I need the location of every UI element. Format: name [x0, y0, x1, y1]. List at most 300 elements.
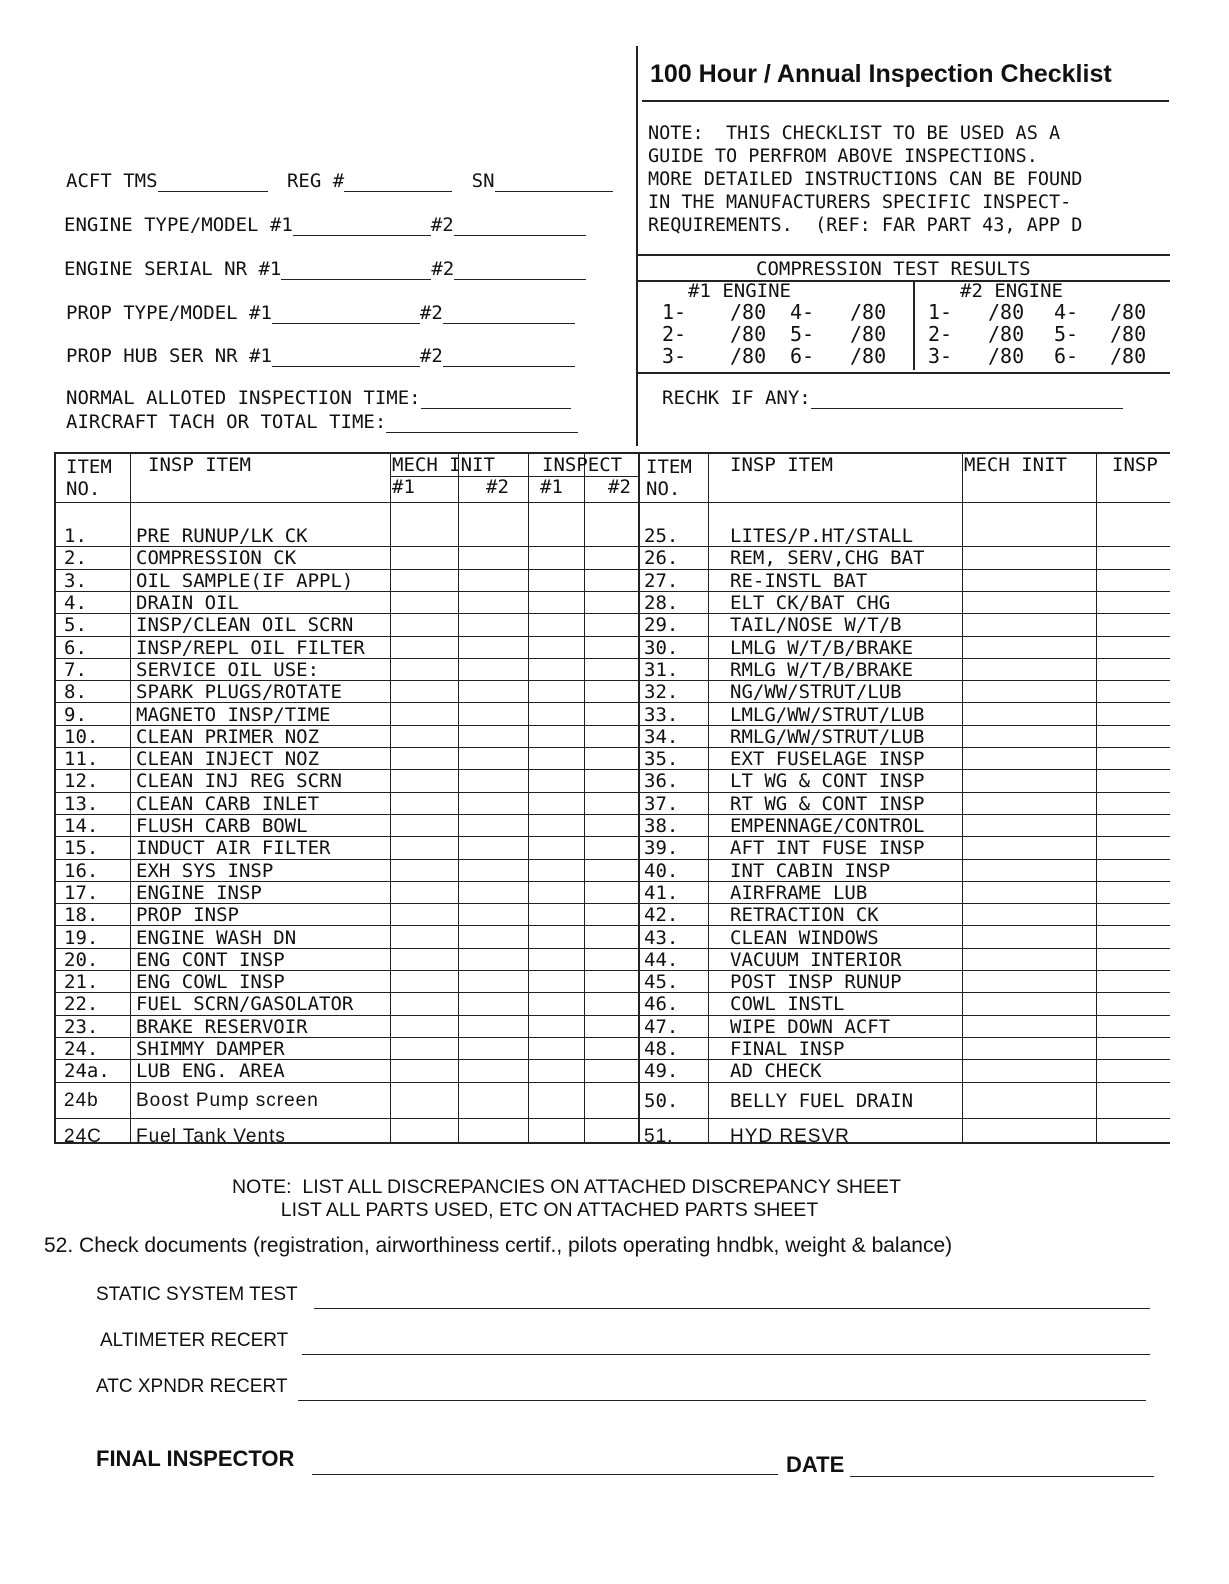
initial-cell[interactable] — [962, 859, 1096, 881]
item-number: 2. — [64, 547, 87, 570]
initial-cell[interactable] — [1096, 992, 1170, 1014]
initial-cell[interactable] — [390, 658, 458, 680]
item-label: LMLG W/T/B/BRAKE — [730, 636, 914, 659]
initial-cell[interactable] — [390, 636, 458, 658]
initial-cell[interactable] — [584, 1118, 638, 1154]
initial-cell[interactable] — [528, 992, 584, 1014]
item-number: 14. — [64, 815, 99, 838]
initial-cell[interactable] — [1096, 591, 1170, 613]
item-number: 5. — [64, 614, 87, 637]
inspect-1-header: #1 — [540, 476, 563, 498]
initial-cell[interactable] — [962, 613, 1096, 635]
initial-cell[interactable] — [528, 636, 584, 658]
initial-cell[interactable] — [962, 1118, 1096, 1154]
engine1-label: #1 ENGINE — [688, 280, 791, 302]
initial-cell[interactable] — [962, 591, 1096, 613]
initial-cell[interactable] — [528, 546, 584, 568]
initial-cell[interactable] — [1096, 970, 1170, 992]
initial-cell[interactable] — [458, 747, 528, 769]
sn-field[interactable] — [495, 173, 613, 192]
initial-cell[interactable] — [528, 881, 584, 903]
initial-cell[interactable] — [962, 792, 1096, 814]
prop-hub-2-field[interactable] — [443, 348, 575, 367]
item-number: 32. — [644, 681, 679, 704]
initial-cell[interactable] — [584, 546, 638, 568]
item-label: ELT CK/BAT CHG — [730, 592, 891, 615]
item-number: 49. — [644, 1060, 679, 1083]
item-number: 25. — [644, 525, 679, 548]
initial-cell[interactable] — [390, 881, 458, 903]
item-number: 48. — [644, 1038, 679, 1061]
engine-serial-1-field[interactable] — [281, 261, 431, 280]
item-number: 8. — [64, 681, 87, 704]
initial-cell[interactable] — [962, 948, 1096, 970]
initial-cell[interactable] — [458, 836, 528, 858]
initial-cell[interactable] — [458, 814, 528, 836]
initial-cell[interactable] — [458, 569, 528, 591]
initial-cell[interactable] — [962, 680, 1096, 702]
engine-type-label: ENGINE TYPE/MODEL #1 — [64, 214, 293, 236]
item-label: CLEAN PRIMER NOZ — [136, 725, 320, 748]
item-label: EMPENNAGE/CONTROL — [730, 815, 925, 838]
date-label: DATE — [786, 1452, 845, 1477]
acft-tms-field[interactable] — [158, 173, 268, 192]
item-number: 11. — [64, 748, 99, 771]
initial-cell[interactable] — [1096, 881, 1170, 903]
initial-cell[interactable] — [390, 725, 458, 747]
normal-time-field[interactable] — [421, 390, 571, 409]
initial-cell[interactable] — [528, 859, 584, 881]
num2-label: #2 — [431, 258, 455, 280]
item-label: FINAL INSP — [730, 1038, 845, 1061]
initial-cell[interactable] — [390, 769, 458, 791]
initial-cell[interactable] — [528, 747, 584, 769]
initial-cell[interactable] — [962, 814, 1096, 836]
initial-cell[interactable] — [458, 859, 528, 881]
item-number: 42. — [644, 904, 679, 927]
item-number: 31. — [644, 658, 679, 681]
initial-cell[interactable] — [458, 524, 528, 546]
altimeter-field[interactable] — [302, 1354, 1150, 1355]
initial-cell[interactable] — [1096, 1059, 1170, 1081]
initial-cell[interactable] — [1096, 903, 1170, 925]
initial-cell[interactable] — [528, 658, 584, 680]
item-label: BELLY FUEL DRAIN — [730, 1089, 914, 1112]
no-header: NO. — [66, 478, 101, 500]
rechk-field[interactable] — [811, 390, 1123, 409]
initial-cell[interactable] — [962, 769, 1096, 791]
mech-init-2-header: #2 — [486, 476, 509, 498]
item-label: INSP/REPL OIL FILTER — [136, 636, 365, 659]
initial-cell[interactable] — [584, 591, 638, 613]
initial-cell[interactable] — [458, 1015, 528, 1037]
initial-cell[interactable] — [390, 702, 458, 724]
initial-cell[interactable] — [528, 725, 584, 747]
item-number: 6. — [64, 636, 87, 659]
initial-cell[interactable] — [1096, 948, 1170, 970]
engine2-label: #2 ENGINE — [960, 280, 1063, 302]
initial-cell[interactable] — [584, 814, 638, 836]
initial-cell[interactable] — [962, 658, 1096, 680]
prop-hub-1-field[interactable] — [272, 348, 420, 367]
initial-cell[interactable] — [584, 747, 638, 769]
initial-cell[interactable] — [1096, 1118, 1170, 1154]
initial-cell[interactable] — [458, 881, 528, 903]
sn-label: SN — [471, 170, 495, 192]
initial-cell[interactable] — [962, 1059, 1096, 1081]
initial-cell[interactable] — [528, 1059, 584, 1081]
initial-cell[interactable] — [390, 925, 458, 947]
tach-time-label: AIRCRAFT TACH OR TOTAL TIME: — [66, 411, 387, 433]
initial-cell[interactable] — [962, 1015, 1096, 1037]
initial-cell[interactable] — [390, 903, 458, 925]
item-label: INDUCT AIR FILTER — [136, 837, 331, 860]
item-label: FLUSH CARB BOWL — [136, 815, 308, 838]
header-divider — [636, 502, 1170, 503]
compression-cell: /80 — [850, 300, 887, 324]
initial-cell[interactable] — [584, 992, 638, 1014]
initial-cell[interactable] — [458, 680, 528, 702]
initial-cell[interactable] — [458, 1082, 528, 1118]
initial-cell[interactable] — [1096, 769, 1170, 791]
item-number: 18. — [64, 904, 99, 927]
final-inspector-field[interactable] — [312, 1474, 778, 1475]
item-label: POST INSP RUNUP — [730, 971, 902, 994]
initial-cell[interactable] — [390, 970, 458, 992]
initial-cell[interactable] — [458, 1118, 528, 1154]
initial-cell[interactable] — [584, 680, 638, 702]
item-header: ITEM — [66, 456, 112, 478]
initial-cell[interactable] — [528, 591, 584, 613]
initial-cell[interactable] — [390, 591, 458, 613]
initial-cell[interactable] — [390, 747, 458, 769]
initial-cell[interactable] — [528, 1037, 584, 1059]
initial-cell[interactable] — [528, 524, 584, 546]
initial-cell[interactable] — [1096, 747, 1170, 769]
item-number: 39. — [644, 837, 679, 860]
compression-cell: /80 — [730, 322, 767, 346]
initial-cell[interactable] — [584, 1037, 638, 1059]
item-number: 30. — [644, 636, 679, 659]
initial-cell[interactable] — [1096, 702, 1170, 724]
initial-cell[interactable] — [528, 1015, 584, 1037]
initial-cell[interactable] — [458, 925, 528, 947]
initial-cell[interactable] — [584, 948, 638, 970]
item-number: 51. — [644, 1125, 674, 1147]
initial-cell[interactable] — [1096, 836, 1170, 858]
initial-cell[interactable] — [584, 725, 638, 747]
divider — [913, 282, 915, 370]
reg-field[interactable] — [344, 173, 452, 192]
initial-cell[interactable] — [1096, 546, 1170, 568]
initial-cell[interactable] — [962, 725, 1096, 747]
item-number: 34. — [644, 725, 679, 748]
item-label: CLEAN WINDOWS — [730, 926, 879, 949]
initial-cell[interactable] — [390, 992, 458, 1014]
item-number: 7. — [64, 658, 87, 681]
item-label: LITES/P.HT/STALL — [730, 525, 914, 548]
item-label: SHIMMY DAMPER — [136, 1038, 285, 1061]
initial-cell[interactable] — [458, 658, 528, 680]
prop-hub-label: PROP HUB SER NR #1 — [66, 345, 272, 367]
initial-cell[interactable] — [528, 903, 584, 925]
initial-cell[interactable] — [390, 524, 458, 546]
mech-init-1-header: #1 — [392, 476, 415, 498]
item-number: 29. — [644, 614, 679, 637]
initial-cell[interactable] — [1096, 859, 1170, 881]
initial-cell[interactable] — [584, 702, 638, 724]
initial-cell[interactable] — [1096, 814, 1170, 836]
final-inspector-label: FINAL INSPECTOR — [96, 1446, 295, 1471]
initial-cell[interactable] — [584, 925, 638, 947]
initial-cell[interactable] — [390, 836, 458, 858]
initial-cell[interactable] — [458, 636, 528, 658]
initial-cell[interactable] — [1096, 613, 1170, 635]
initial-cell[interactable] — [528, 613, 584, 635]
initial-cell[interactable] — [458, 1037, 528, 1059]
item-number: 43. — [644, 926, 679, 949]
initial-cell[interactable] — [458, 725, 528, 747]
initial-cell[interactable] — [528, 792, 584, 814]
item-number: 33. — [644, 703, 679, 726]
static-test-label: STATIC SYSTEM TEST — [96, 1284, 298, 1305]
initial-cell[interactable] — [390, 680, 458, 702]
initial-cell[interactable] — [390, 792, 458, 814]
item-number: 20. — [64, 948, 99, 971]
initial-cell[interactable] — [390, 814, 458, 836]
initial-cell[interactable] — [584, 1082, 638, 1118]
header-divider — [390, 476, 638, 477]
engine-type-2-field[interactable] — [454, 217, 586, 236]
initial-cell[interactable] — [458, 769, 528, 791]
item-label: SPARK PLUGS/ROTATE — [136, 681, 342, 704]
divider — [642, 100, 1169, 102]
initial-cell[interactable] — [584, 769, 638, 791]
tach-time-field[interactable] — [386, 414, 578, 433]
engine-serial-line — [64, 258, 586, 280]
initial-cell[interactable] — [390, 546, 458, 568]
initial-cell[interactable] — [390, 1015, 458, 1037]
initial-cell[interactable] — [962, 524, 1096, 546]
mech-init-header: MECH INIT — [964, 454, 1067, 476]
initial-cell[interactable] — [458, 702, 528, 724]
initial-cell[interactable] — [584, 658, 638, 680]
item-number: 50. — [644, 1089, 679, 1112]
initial-cell[interactable] — [584, 636, 638, 658]
initial-cell[interactable] — [962, 747, 1096, 769]
initial-cell[interactable] — [528, 1118, 584, 1154]
initial-cell[interactable] — [1096, 1015, 1170, 1037]
compression-cell: 4- — [1054, 300, 1079, 324]
divider — [636, 46, 638, 446]
initial-cell[interactable] — [962, 1037, 1096, 1059]
compression-cell: 3- — [662, 344, 687, 368]
reg-label: REG # — [286, 170, 345, 192]
initial-cell[interactable] — [458, 546, 528, 568]
item-label: WIPE DOWN ACFT — [730, 1015, 891, 1038]
initial-cell[interactable] — [390, 1059, 458, 1081]
initial-cell[interactable] — [962, 569, 1096, 591]
initial-cell[interactable] — [390, 1037, 458, 1059]
item-label: COMPRESSION CK — [136, 547, 297, 570]
item-label: Fuel Tank Vents — [136, 1125, 286, 1147]
initial-cell[interactable] — [528, 814, 584, 836]
item-label: INT CABIN INSP — [730, 859, 891, 882]
compression-test-box — [638, 254, 1170, 374]
initial-cell[interactable] — [1096, 725, 1170, 747]
compression-cell: /80 — [988, 322, 1025, 346]
initial-cell[interactable] — [458, 970, 528, 992]
item-label: NG/WW/STRUT/LUB — [730, 681, 902, 704]
item-number: 17. — [64, 881, 99, 904]
prop-type-2-field[interactable] — [443, 305, 575, 324]
initial-cell[interactable] — [390, 948, 458, 970]
altimeter-label: ALTIMETER RECERT — [100, 1330, 289, 1351]
initial-cell[interactable] — [528, 680, 584, 702]
initial-cell[interactable] — [1096, 792, 1170, 814]
item-number: 16. — [64, 859, 99, 882]
prop-type-label: PROP TYPE/MODEL #1 — [66, 302, 272, 324]
tach-time-line — [66, 411, 578, 433]
footer-note: NOTE: LIST ALL DISCREPANCIES ON ATTACHED DISCREPANCY SHEET LIST ALL PARTS USED, ETC ON ATTACHED PARTS SHEET — [232, 1176, 901, 1221]
item-label: VACUUM INTERIOR — [730, 948, 902, 971]
initial-cell[interactable] — [528, 569, 584, 591]
initial-cell[interactable] — [1096, 524, 1170, 546]
compression-cell: /80 — [730, 344, 767, 368]
initial-cell[interactable] — [390, 569, 458, 591]
initial-cell[interactable] — [528, 1082, 584, 1118]
item-label: ENG COWL INSP — [136, 971, 285, 994]
initial-cell[interactable] — [962, 1082, 1096, 1118]
initial-cell[interactable] — [962, 702, 1096, 724]
item-number: 37. — [644, 792, 679, 815]
initial-cell[interactable] — [1096, 925, 1170, 947]
item-label: RETRACTION CK — [730, 904, 879, 927]
initial-cell[interactable] — [584, 792, 638, 814]
compression-cell: /80 — [850, 344, 887, 368]
item-label: MAGNETO INSP/TIME — [136, 703, 331, 726]
compression-cell: 4- — [790, 300, 815, 324]
prop-type-1-field[interactable] — [272, 305, 420, 324]
initial-cell[interactable] — [584, 903, 638, 925]
initial-cell[interactable] — [1096, 636, 1170, 658]
initial-cell[interactable] — [458, 792, 528, 814]
initial-cell[interactable] — [458, 613, 528, 635]
initial-cell[interactable] — [458, 948, 528, 970]
insp-item-header: INSP ITEM — [148, 454, 251, 476]
initial-cell[interactable] — [962, 903, 1096, 925]
atc-field[interactable] — [298, 1400, 1146, 1401]
prop-type-line — [66, 302, 575, 324]
date-field[interactable] — [850, 1476, 1154, 1477]
item-label: OIL SAMPLE(IF APPL) — [136, 569, 354, 592]
item-number: 35. — [644, 748, 679, 771]
initial-cell[interactable] — [528, 702, 584, 724]
initial-cell[interactable] — [528, 970, 584, 992]
initial-cell[interactable] — [584, 569, 638, 591]
initial-cell[interactable] — [584, 859, 638, 881]
item-label: AD CHECK — [730, 1060, 822, 1083]
initial-cell[interactable] — [584, 836, 638, 858]
instructions-note: NOTE: THIS CHECKLIST TO BE USED AS A GUIDE TO PERFROM ABOVE INSPECTIONS. MORE DETAILED INSTRUCTIONS CAN BE FOUND IN THE MANUFACTURERS SPECIFIC INSPECT- REQUIREMENTS. (REF: FAR PART 43, APP D — [648, 123, 1083, 236]
static-test-field[interactable] — [314, 1308, 1150, 1309]
initial-cell[interactable] — [584, 970, 638, 992]
item-number: 19. — [64, 926, 99, 949]
item-number: 4. — [64, 592, 87, 615]
normal-time-line — [66, 387, 571, 409]
initial-cell[interactable] — [584, 881, 638, 903]
item-label: COWL INSTL — [730, 993, 845, 1016]
item-label: CLEAN INJECT NOZ — [136, 748, 320, 771]
item-number: 41. — [644, 881, 679, 904]
initial-cell[interactable] — [1096, 1082, 1170, 1118]
initial-cell[interactable] — [584, 1059, 638, 1081]
initial-cell[interactable] — [962, 636, 1096, 658]
item-number: 36. — [644, 770, 679, 793]
item-label: ENG CONT INSP — [136, 948, 285, 971]
initial-cell[interactable] — [962, 836, 1096, 858]
initial-cell[interactable] — [390, 1082, 458, 1118]
initial-cell[interactable] — [458, 591, 528, 613]
initial-cell[interactable] — [458, 903, 528, 925]
initial-cell[interactable] — [962, 992, 1096, 1014]
item-number: 3. — [64, 569, 87, 592]
engine-serial-label: ENGINE SERIAL NR #1 — [64, 258, 282, 280]
initial-cell[interactable] — [584, 1015, 638, 1037]
initial-cell[interactable] — [1096, 680, 1170, 702]
item-label: LT WG & CONT INSP — [730, 770, 925, 793]
initial-cell[interactable] — [962, 881, 1096, 903]
initial-cell[interactable] — [528, 769, 584, 791]
initial-cell[interactable] — [458, 1059, 528, 1081]
compression-cell: 5- — [790, 322, 815, 346]
item-label: DRAIN OIL — [136, 592, 239, 615]
atc-label: ATC XPNDR RECERT — [96, 1376, 288, 1397]
item-label: CLEAN INJ REG SCRN — [136, 770, 342, 793]
engine-type-1-field[interactable] — [293, 217, 431, 236]
initial-cell[interactable] — [528, 925, 584, 947]
acft-tms-label: ACFT TMS — [66, 170, 158, 192]
item-label: RMLG W/T/B/BRAKE — [730, 658, 914, 681]
engine-serial-2-field[interactable] — [454, 261, 586, 280]
checklist-table-left — [54, 452, 640, 1147]
initial-cell[interactable] — [584, 524, 638, 546]
item-number: 38. — [644, 815, 679, 838]
item-label: BRAKE RESERVOIR — [136, 1015, 308, 1038]
initial-cell[interactable] — [390, 613, 458, 635]
item-number: 27. — [644, 569, 679, 592]
item-label: HYD RESVR — [730, 1125, 850, 1147]
initial-cell[interactable] — [528, 948, 584, 970]
initial-cell[interactable] — [1096, 1037, 1170, 1059]
initial-cell[interactable] — [1096, 569, 1170, 591]
initial-cell[interactable] — [390, 1118, 458, 1154]
item-label: FUEL SCRN/GASOLATOR — [136, 993, 354, 1016]
initial-cell[interactable] — [1096, 658, 1170, 680]
initial-cell[interactable] — [962, 925, 1096, 947]
initial-cell[interactable] — [962, 546, 1096, 568]
item-number: 22. — [64, 993, 99, 1016]
compression-cell: 2- — [662, 322, 687, 346]
initial-cell[interactable] — [390, 859, 458, 881]
item-number: 24C — [64, 1125, 102, 1147]
initial-cell[interactable] — [962, 970, 1096, 992]
initial-cell[interactable] — [458, 992, 528, 1014]
mech-init-header: MECH INIT — [392, 454, 495, 476]
initial-cell[interactable] — [528, 836, 584, 858]
initial-cell[interactable] — [584, 613, 638, 635]
compression-cell: /80 — [730, 300, 767, 324]
